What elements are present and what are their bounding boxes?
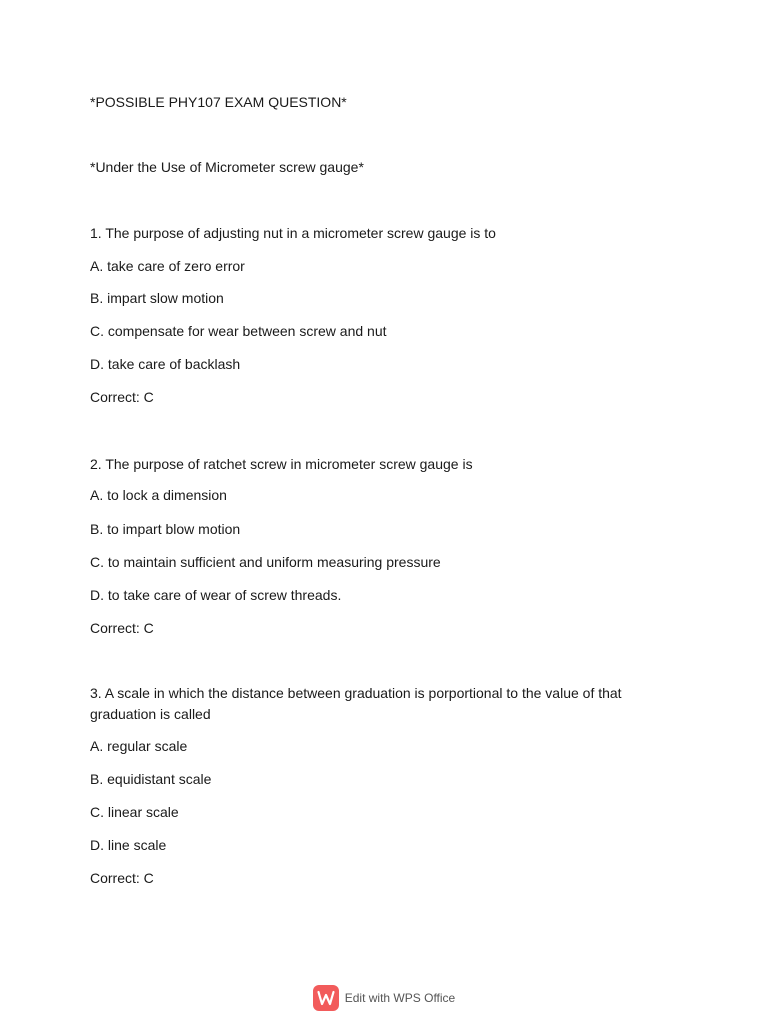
question-3-text-line-2: graduation is called (90, 706, 211, 722)
question-1-option-c: C. compensate for wear between screw and nut (90, 323, 387, 339)
question-2-text: 2. The purpose of ratchet screw in micrometer screw gauge is (90, 456, 473, 472)
question-1-answer: Correct: C (90, 389, 154, 405)
question-1-option-a: A. take care of zero error (90, 258, 245, 274)
question-1-option-d: D. take care of backlash (90, 356, 241, 372)
question-3-option-c: C. linear scale (90, 804, 179, 820)
question-2-option-c: C. to maintain sufficient and uniform measuring pressure (90, 554, 441, 570)
question-1-text: 1. The purpose of adjusting nut in a micrometer screw gauge is to (90, 225, 496, 241)
question-3-option-b: B. equidistant scale (90, 771, 212, 787)
question-1-option-b: B. impart slow motion (90, 290, 224, 306)
wps-footer[interactable] (0, 985, 768, 1011)
question-2-option-d: D. to take care of wear of screw threads. (90, 587, 342, 603)
wps-logo-icon (313, 985, 339, 1011)
document-title: *POSSIBLE PHY107 EXAM QUESTION* (90, 94, 347, 110)
question-3-answer: Correct: C (90, 870, 154, 886)
question-2-answer: Correct: C (90, 620, 154, 636)
question-3-option-a: A. regular scale (90, 738, 188, 754)
question-2-option-a: A. to lock a dimension (90, 487, 227, 503)
question-3-text-line-1: 3. A scale in which the distance between graduation is porportional to the value of that (90, 685, 622, 701)
question-2-option-b: B. to impart blow motion (90, 521, 241, 537)
section-heading: *Under the Use of Micrometer screw gauge* (90, 159, 364, 175)
question-3-option-d: D. line scale (90, 837, 167, 853)
edit-with-wps-link[interactable]: Edit with WPS Office (344, 991, 456, 1005)
